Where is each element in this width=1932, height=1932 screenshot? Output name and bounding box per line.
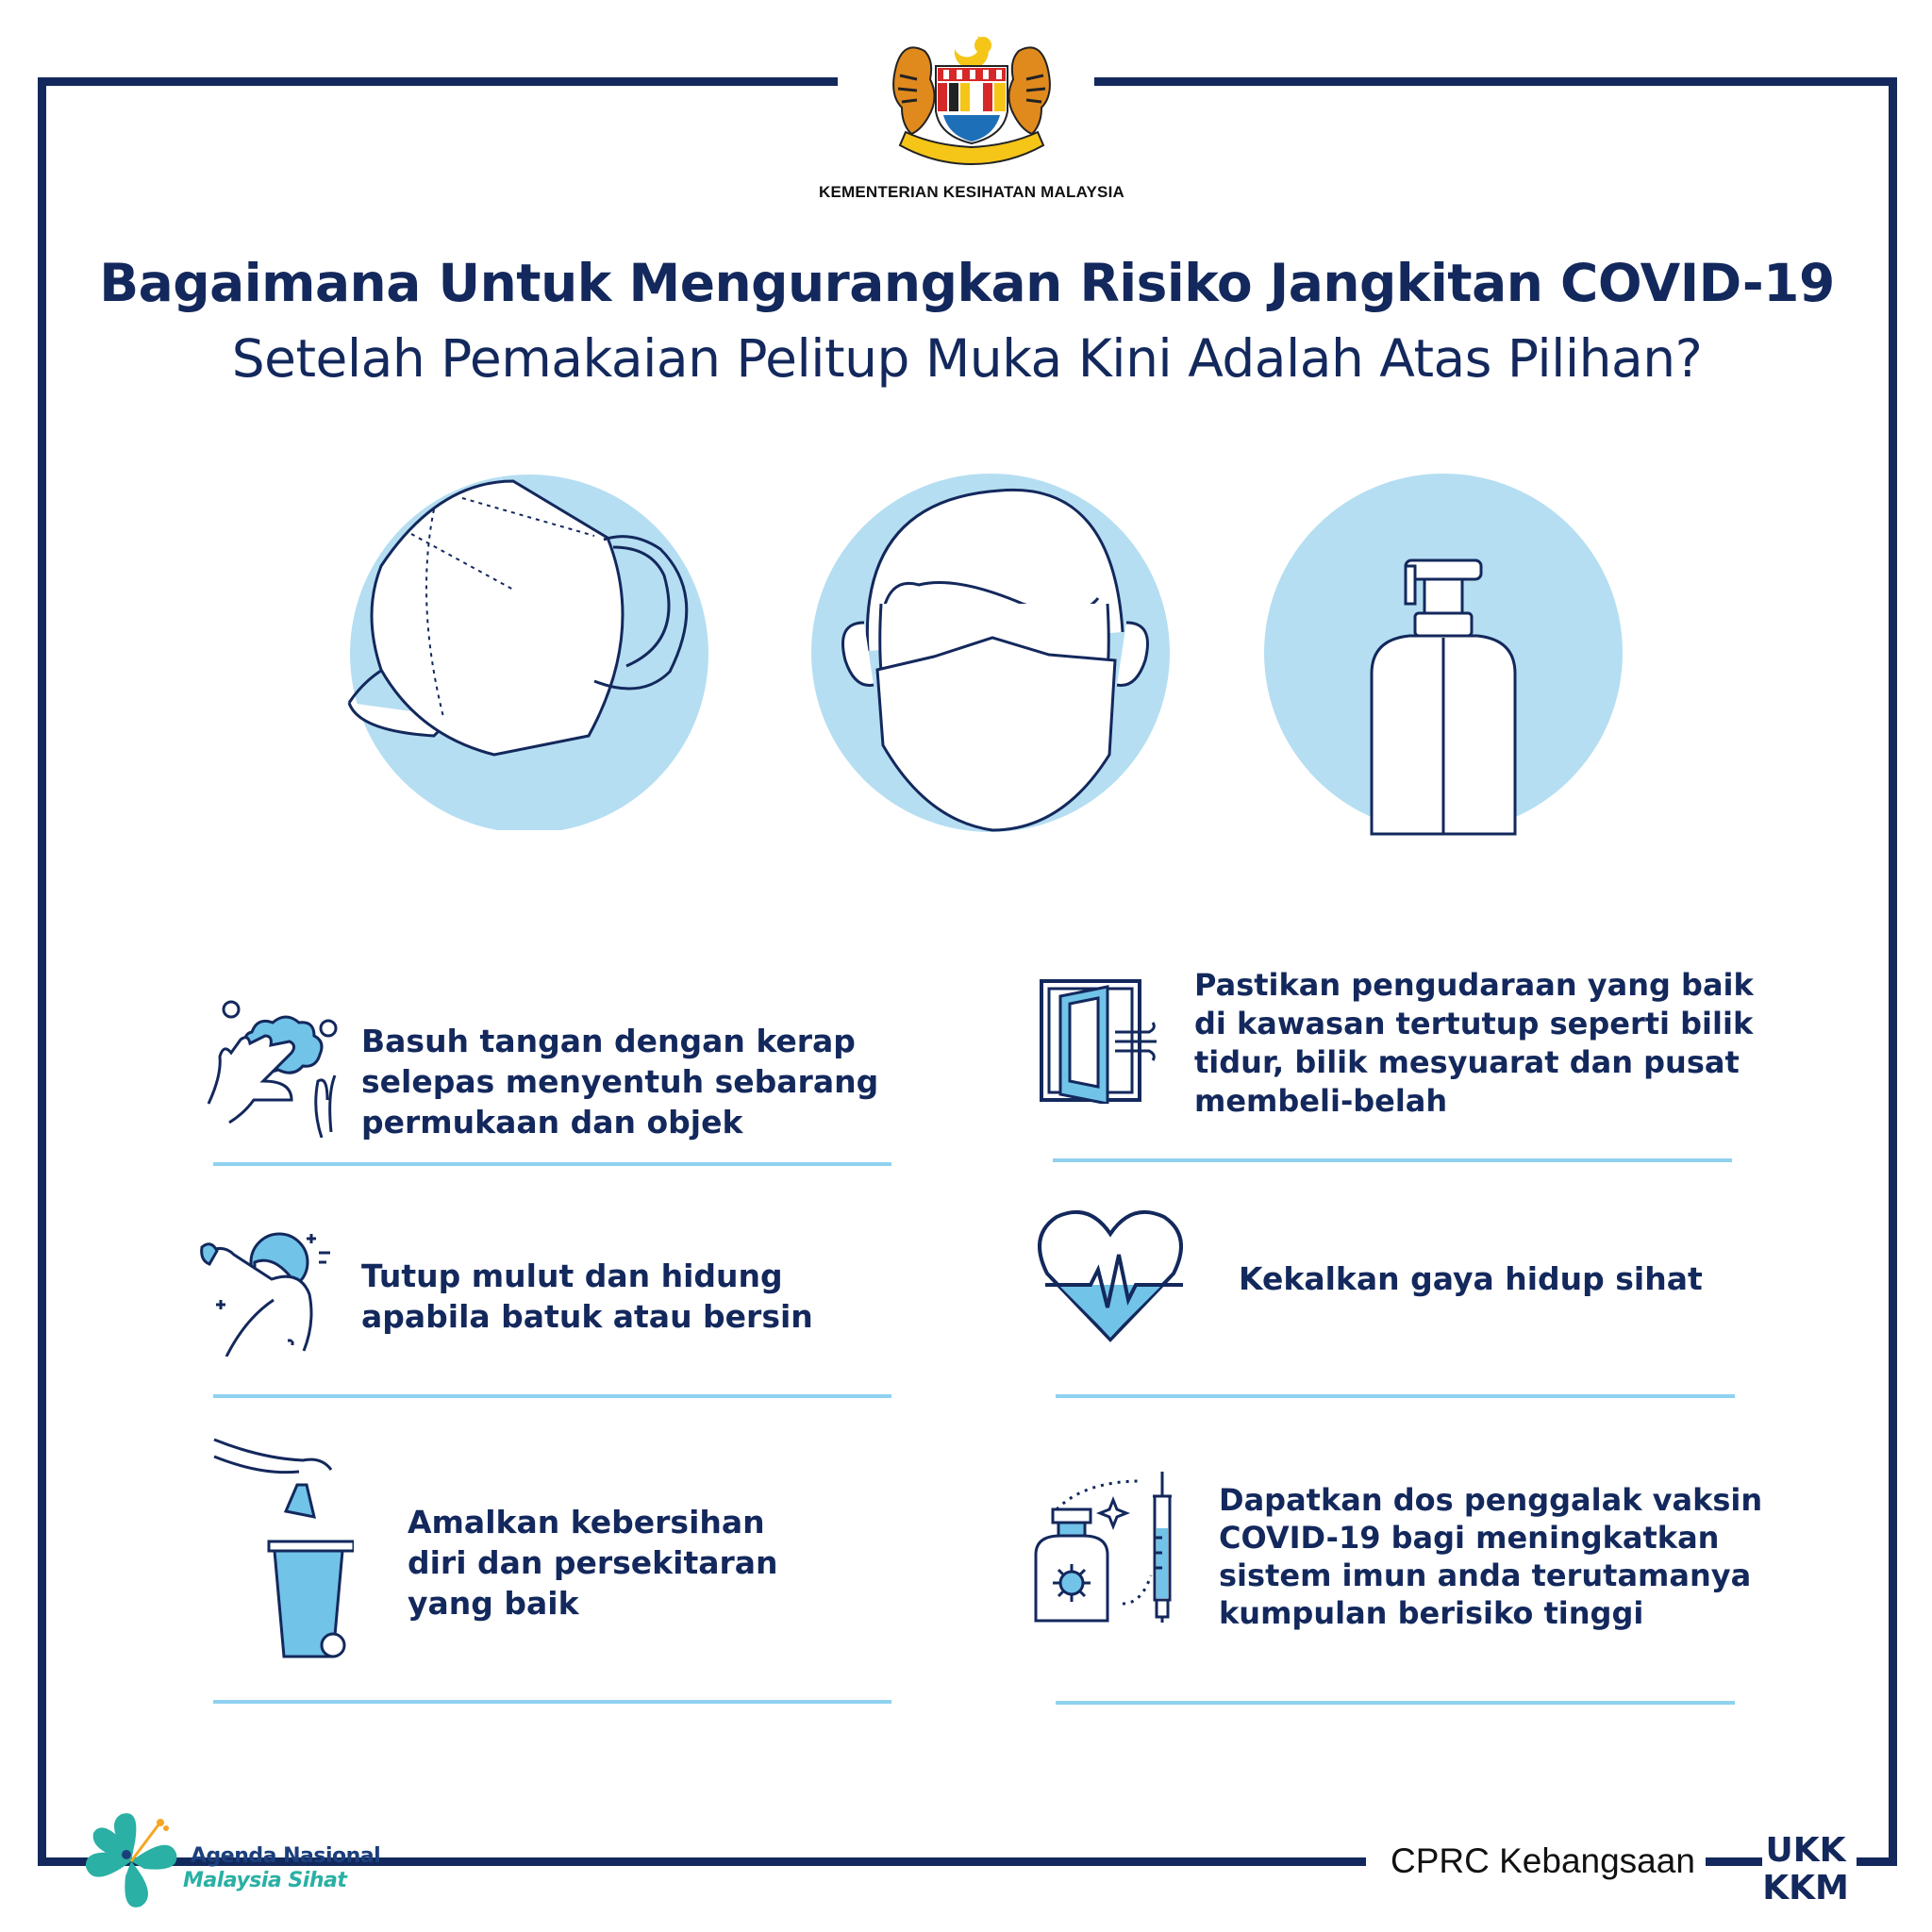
malaysia-sihat-text: Malaysia Sihat: [183, 1869, 347, 1892]
ukk-kkm-logo-icon: [1760, 1827, 1851, 1903]
kkm-text: KKM: [1762, 1869, 1849, 1903]
divider: [1056, 1701, 1735, 1705]
divider: [1053, 1158, 1732, 1162]
frame-left: [38, 77, 46, 1866]
page-subtitle: Setelah Pemakaian Pelitup Muka Kini Adalah Atas Pilihan?: [231, 328, 1703, 389]
page-title: Bagaimana Untuk Mengurangkan Risiko Jangkitan COVID-19: [99, 253, 1835, 313]
hibiscus-logo-icon: [79, 1809, 183, 1913]
tip-line: sistem imun anda terutamanya: [1219, 1557, 1752, 1593]
vaccine-syringe-icon: [1028, 1472, 1179, 1623]
tip-line: permukaan dan objek: [361, 1104, 743, 1141]
tip-ventilation: [1194, 966, 1779, 1121]
tip-line: apabila batuk atau bersin: [361, 1298, 813, 1335]
ministry-name: KEMENTERIAN KESIHATAN MALAYSIA: [819, 183, 1124, 201]
tip-line: di kawasan tertutup seperti bilik: [1194, 1006, 1754, 1041]
tip-line: Tutup mulut dan hidung: [361, 1257, 783, 1294]
sanitizer-bottle-icon: [1255, 472, 1632, 840]
ventilation-window-icon: [1038, 977, 1160, 1104]
tip-line: diri dan persekitaran: [408, 1544, 778, 1581]
tip-cover-mouth: [361, 1256, 927, 1337]
frame-bottom-mid: [1706, 1857, 1762, 1866]
tip-line: yang baik: [408, 1585, 579, 1622]
tip-line: membeli-belah: [1194, 1083, 1448, 1119]
divider: [213, 1700, 891, 1704]
tip-line: selepas menyentuh sebarang: [361, 1063, 879, 1100]
tip-hygiene: [408, 1502, 936, 1624]
hand-washing-icon: [203, 1000, 341, 1138]
trash-bin-icon: [212, 1436, 354, 1662]
malaysia-coat-of-arms-icon: [877, 28, 1066, 170]
face-mask-icon: [321, 472, 774, 830]
masked-face-icon: [811, 472, 1189, 840]
agenda-nasional-text: Agenda Nasional: [191, 1844, 381, 1868]
tip-hand-washing: [361, 1021, 927, 1142]
tip-line: Pastikan pengudaraan yang baik: [1194, 967, 1754, 1003]
tip-booster-vaccine: [1219, 1481, 1804, 1632]
tip-healthy-lifestyle: [1239, 1258, 1805, 1299]
tip-line: tidur, bilik mesyuarat dan pusat: [1194, 1044, 1740, 1080]
frame-bottom-right: [1857, 1857, 1897, 1866]
tip-line: kumpulan berisiko tinggi: [1219, 1595, 1644, 1631]
heart-pulse-icon: [1038, 1208, 1183, 1345]
cprc-label: CPRC Kebangsaan: [1391, 1841, 1695, 1880]
frame-right: [1889, 77, 1897, 1866]
divider: [1056, 1394, 1735, 1398]
divider: [213, 1394, 891, 1398]
tip-line: Dapatkan dos penggalak vaksin: [1219, 1482, 1763, 1518]
tip-line: COVID-19 bagi meningkatkan: [1219, 1520, 1720, 1556]
frame-top-left: [38, 77, 838, 86]
tip-line: Amalkan kebersihan: [408, 1504, 765, 1541]
tip-line: Basuh tangan dengan kerap: [361, 1023, 856, 1059]
cough-elbow-icon: [198, 1224, 340, 1357]
divider: [213, 1162, 891, 1166]
frame-top-right: [1094, 77, 1897, 86]
ukk-text: UKK: [1765, 1831, 1846, 1870]
tip-line: Kekalkan gaya hidup sihat: [1239, 1260, 1703, 1297]
